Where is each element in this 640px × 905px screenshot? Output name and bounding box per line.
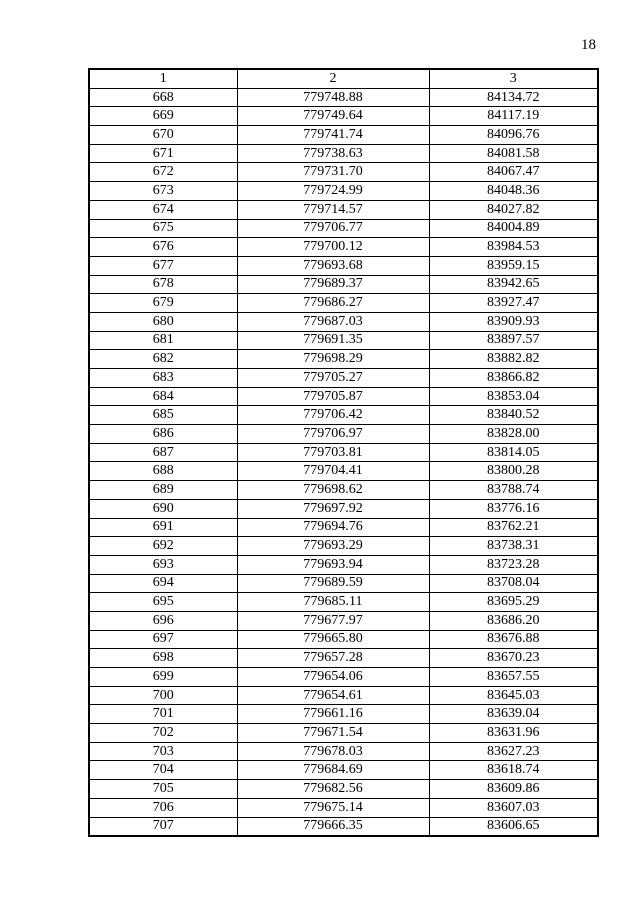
table-row [89, 481, 598, 500]
point-number-cell: 695 [89, 593, 237, 612]
point-number-cell: 681 [89, 331, 237, 350]
x-coordinate-cell: 779691.35 [237, 331, 429, 350]
x-coordinate-cell: 779686.27 [237, 294, 429, 313]
point-number-cell: 696 [89, 611, 237, 630]
x-coordinate-cell: 779724.99 [237, 182, 429, 201]
table-row [89, 294, 598, 313]
x-coordinate-cell: 779749.64 [237, 107, 429, 126]
point-number-cell: 693 [89, 555, 237, 574]
point-number-cell: 694 [89, 574, 237, 593]
page-number: 18 [581, 37, 596, 53]
table-row [89, 443, 598, 462]
point-number-cell: 689 [89, 481, 237, 500]
point-number-cell: 707 [89, 817, 237, 836]
point-number-cell: 684 [89, 387, 237, 406]
y-coordinate-cell: 83607.03 [429, 798, 598, 817]
x-coordinate-cell: 779700.12 [237, 238, 429, 257]
point-number-cell: 691 [89, 518, 237, 537]
table-row [89, 499, 598, 518]
point-number-cell: 698 [89, 649, 237, 668]
table-row [89, 574, 598, 593]
point-number-cell: 685 [89, 406, 237, 425]
table-row [89, 537, 598, 556]
table-body [89, 88, 598, 836]
table-row [89, 742, 598, 761]
point-number-cell: 697 [89, 630, 237, 649]
y-coordinate-cell: 83695.29 [429, 593, 598, 612]
x-coordinate-cell: 779687.03 [237, 312, 429, 331]
point-number-cell: 703 [89, 742, 237, 761]
y-coordinate-cell: 83853.04 [429, 387, 598, 406]
x-coordinate-cell: 779693.29 [237, 537, 429, 556]
y-coordinate-cell: 84134.72 [429, 88, 598, 107]
table-row [89, 163, 598, 182]
point-number-cell: 672 [89, 163, 237, 182]
y-coordinate-cell: 83657.55 [429, 668, 598, 687]
y-coordinate-cell: 83927.47 [429, 294, 598, 313]
point-number-cell: 678 [89, 275, 237, 294]
point-number-cell: 669 [89, 107, 237, 126]
y-coordinate-cell: 83639.04 [429, 705, 598, 724]
x-coordinate-cell: 779748.88 [237, 88, 429, 107]
y-coordinate-cell: 83618.74 [429, 761, 598, 780]
point-number-cell: 704 [89, 761, 237, 780]
table-row [89, 275, 598, 294]
y-coordinate-cell: 83631.96 [429, 724, 598, 743]
table-row [89, 256, 598, 275]
y-coordinate-cell: 84004.89 [429, 219, 598, 238]
x-coordinate-cell: 779666.35 [237, 817, 429, 836]
point-number-cell: 701 [89, 705, 237, 724]
y-coordinate-cell: 83606.65 [429, 817, 598, 836]
y-coordinate-cell: 83909.93 [429, 312, 598, 331]
table-row [89, 350, 598, 369]
point-number-cell: 705 [89, 780, 237, 799]
y-coordinate-cell: 83645.03 [429, 686, 598, 705]
point-number-cell: 702 [89, 724, 237, 743]
y-coordinate-cell: 84096.76 [429, 126, 598, 145]
table-row [89, 200, 598, 219]
point-number-cell: 699 [89, 668, 237, 687]
column-header-1: 1 [89, 69, 237, 88]
y-coordinate-cell: 83723.28 [429, 555, 598, 574]
x-coordinate-cell: 779705.27 [237, 369, 429, 388]
y-coordinate-cell: 83686.20 [429, 611, 598, 630]
x-coordinate-cell: 779689.37 [237, 275, 429, 294]
y-coordinate-cell: 83840.52 [429, 406, 598, 425]
point-number-cell: 679 [89, 294, 237, 313]
y-coordinate-cell: 83959.15 [429, 256, 598, 275]
point-number-cell: 683 [89, 369, 237, 388]
point-number-cell: 700 [89, 686, 237, 705]
x-coordinate-cell: 779693.68 [237, 256, 429, 275]
x-coordinate-cell: 779654.61 [237, 686, 429, 705]
table-row [89, 387, 598, 406]
table-row [89, 144, 598, 163]
x-coordinate-cell: 779677.97 [237, 611, 429, 630]
x-coordinate-cell: 779703.81 [237, 443, 429, 462]
table-row [89, 724, 598, 743]
table-row [89, 668, 598, 687]
y-coordinate-cell: 84067.47 [429, 163, 598, 182]
x-coordinate-cell: 779685.11 [237, 593, 429, 612]
table-row [89, 817, 598, 836]
point-number-cell: 680 [89, 312, 237, 331]
table-row [89, 761, 598, 780]
table-row [89, 369, 598, 388]
table-header [89, 69, 598, 88]
y-coordinate-cell: 83814.05 [429, 443, 598, 462]
table-row [89, 107, 598, 126]
x-coordinate-cell: 779706.77 [237, 219, 429, 238]
x-coordinate-cell: 779675.14 [237, 798, 429, 817]
header-row [89, 69, 598, 88]
point-number-cell: 687 [89, 443, 237, 462]
table-row [89, 238, 598, 257]
x-coordinate-cell: 779714.57 [237, 200, 429, 219]
y-coordinate-cell: 84117.19 [429, 107, 598, 126]
x-coordinate-cell: 779654.06 [237, 668, 429, 687]
table-row [89, 593, 598, 612]
point-number-cell: 692 [89, 537, 237, 556]
column-header-2: 2 [237, 69, 429, 88]
y-coordinate-cell: 83800.28 [429, 462, 598, 481]
y-coordinate-cell: 83776.16 [429, 499, 598, 518]
point-number-cell: 674 [89, 200, 237, 219]
y-coordinate-cell: 84081.58 [429, 144, 598, 163]
y-coordinate-cell: 83828.00 [429, 425, 598, 444]
table-row [89, 406, 598, 425]
x-coordinate-cell: 779738.63 [237, 144, 429, 163]
table-row [89, 630, 598, 649]
y-coordinate-cell: 83942.65 [429, 275, 598, 294]
table-row [89, 88, 598, 107]
point-number-cell: 690 [89, 499, 237, 518]
y-coordinate-cell: 83866.82 [429, 369, 598, 388]
x-coordinate-cell: 779704.41 [237, 462, 429, 481]
point-number-cell: 677 [89, 256, 237, 275]
table-row [89, 312, 598, 331]
y-coordinate-cell: 83708.04 [429, 574, 598, 593]
y-coordinate-cell: 83762.21 [429, 518, 598, 537]
column-header-3: 3 [429, 69, 598, 88]
y-coordinate-cell: 83897.57 [429, 331, 598, 350]
point-number-cell: 706 [89, 798, 237, 817]
y-coordinate-cell: 83676.88 [429, 630, 598, 649]
y-coordinate-cell: 83738.31 [429, 537, 598, 556]
table-row [89, 649, 598, 668]
point-number-cell: 673 [89, 182, 237, 201]
y-coordinate-cell: 83670.23 [429, 649, 598, 668]
x-coordinate-cell: 779693.94 [237, 555, 429, 574]
x-coordinate-cell: 779661.16 [237, 705, 429, 724]
x-coordinate-cell: 779706.97 [237, 425, 429, 444]
x-coordinate-cell: 779678.03 [237, 742, 429, 761]
point-number-cell: 686 [89, 425, 237, 444]
x-coordinate-cell: 779731.70 [237, 163, 429, 182]
point-number-cell: 670 [89, 126, 237, 145]
table-row [89, 182, 598, 201]
table-row [89, 462, 598, 481]
x-coordinate-cell: 779694.76 [237, 518, 429, 537]
x-coordinate-cell: 779671.54 [237, 724, 429, 743]
y-coordinate-cell: 83609.86 [429, 780, 598, 799]
point-number-cell: 688 [89, 462, 237, 481]
y-coordinate-cell: 83788.74 [429, 481, 598, 500]
coordinates-table [88, 68, 599, 837]
table-row [89, 686, 598, 705]
x-coordinate-cell: 779706.42 [237, 406, 429, 425]
x-coordinate-cell: 779689.59 [237, 574, 429, 593]
x-coordinate-cell: 779657.28 [237, 649, 429, 668]
point-number-cell: 671 [89, 144, 237, 163]
x-coordinate-cell: 779698.29 [237, 350, 429, 369]
point-number-cell: 675 [89, 219, 237, 238]
table-row [89, 331, 598, 350]
y-coordinate-cell: 84048.36 [429, 182, 598, 201]
table-row [89, 780, 598, 799]
table-row [89, 798, 598, 817]
y-coordinate-cell: 83984.53 [429, 238, 598, 257]
table-row [89, 705, 598, 724]
table-row [89, 611, 598, 630]
x-coordinate-cell: 779741.74 [237, 126, 429, 145]
table-row [89, 555, 598, 574]
y-coordinate-cell: 84027.82 [429, 200, 598, 219]
x-coordinate-cell: 779698.62 [237, 481, 429, 500]
x-coordinate-cell: 779684.69 [237, 761, 429, 780]
table-row [89, 425, 598, 444]
x-coordinate-cell: 779682.56 [237, 780, 429, 799]
x-coordinate-cell: 779697.92 [237, 499, 429, 518]
point-number-cell: 668 [89, 88, 237, 107]
table-row [89, 126, 598, 145]
point-number-cell: 682 [89, 350, 237, 369]
point-number-cell: 676 [89, 238, 237, 257]
x-coordinate-cell: 779665.80 [237, 630, 429, 649]
x-coordinate-cell: 779705.87 [237, 387, 429, 406]
y-coordinate-cell: 83627.23 [429, 742, 598, 761]
table-row [89, 219, 598, 238]
y-coordinate-cell: 83882.82 [429, 350, 598, 369]
table-row [89, 518, 598, 537]
